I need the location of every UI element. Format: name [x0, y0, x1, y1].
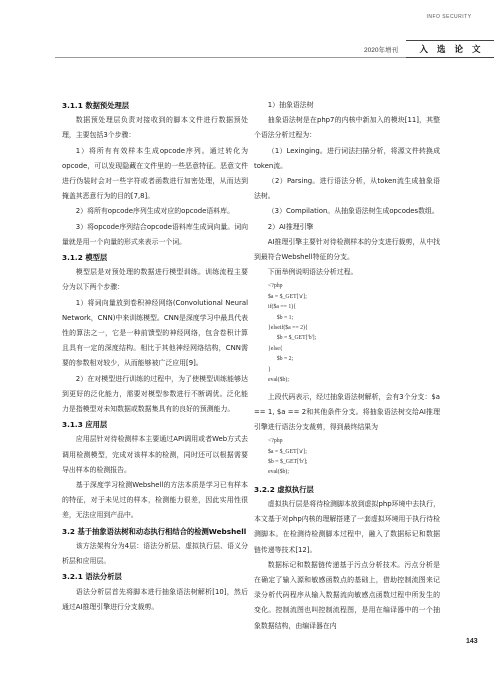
section-heading: 3.2.1 语法分析层 [62, 572, 122, 582]
header-brand: INFO SECURITY [426, 14, 472, 20]
header-section-box [406, 40, 494, 58]
code-line: $a = $_GET['a']; [268, 448, 307, 455]
section-heading: 3.2.2 虚拟执行层 [254, 484, 314, 494]
section-heading: 3.1.1 数据预处理层 [62, 101, 130, 110]
paragraph: 上段代码表示，经过抽象语法树解析，会有3个分支：$a == 1, $a == 2和其他条件分支。将抽象语法树交给AI推理引擎进行语法分支裁剪，得到最终结果为 [254, 392, 440, 431]
paragraph: 数据预处理层负责对接收到的脚本文件进行数据预处理，主要包括3个步骤： [62, 116, 248, 140]
code-line: }else{ [268, 345, 283, 352]
paragraph: （2）Parsing。进行语法分析，从token流生成抽象语法树。 [254, 177, 440, 201]
code-line: eval($b); [268, 469, 289, 476]
section-heading: 3.1.2 模型层 [62, 253, 108, 263]
code-line: $b = $_GET['b']; [268, 458, 308, 465]
code-block [254, 437, 440, 478]
paragraph: 1）抽象语法树 [267, 101, 314, 109]
paragraph: 虚拟执行层是将待检测脚本放到虚拟php环境中去执行，本文基于对php内核的理解搭建了一套虚拟环境用于执行待检测脚本。在检测待检测脚本过程中，融入了数据标记和数据链传递等技术[12]。 [254, 499, 440, 554]
right-column [254, 98, 440, 634]
code-line: if($a == 1){ [268, 304, 296, 311]
paragraph: 该方法架构分为4层：语法分析层、虚拟执行层、语义分析层和应用层。 [62, 541, 248, 566]
header-year-issue: 2020年增刊 [364, 47, 398, 54]
paragraph: 1）将词向量放到卷积神经网络(Convolutional Neural Network，CNN)中来训练模型。CNN是深度学习中最具代表性的算法之一，它是一种前馈型的神经网络，包含卷积计算且具有一定的深度结构。相比于其他神经网络结构，CNN需要的参数相对较少，从而能够被广泛应用[9]。 [62, 298, 248, 368]
code-block [254, 282, 440, 385]
paragraph: 2）AI推理引擎 [267, 222, 314, 231]
paragraph: （3）Compilation。从抽象语法树生成opcodes数组。 [267, 207, 439, 216]
code-line: $b = 1; [268, 314, 294, 321]
code-line: }elseif($a == 2){ [268, 325, 308, 332]
paragraph: 基于深度学习检测Webshell的方法本质是学习已有样本的特征，对于未见过的样本，检测能力很差，因此实用性很差，无法应用到产品中。 [62, 481, 248, 520]
section-heading: 3.2 基于抽象语法树和动态执行相结合的检测Webshell [62, 526, 247, 536]
code-line: eval($b); [268, 377, 289, 384]
paragraph: 2）在对模型进行训练的过程中，为了使模型训练能够达到更好的泛化能力，需要对模型参数进行不断调优。泛化能力是指模型对未知数据或数据集具有的良好的预测能力。 [62, 374, 248, 414]
code-line: <?php [268, 438, 283, 445]
paragraph: （1）Lexinging。进行词法扫描分析，将源文件转换成token流。 [254, 146, 440, 170]
paragraph: 数据标记和数据链传递基于污点分析技术。污点分析是在确定了输入源和敏感函数点的基础上，借助控制流图来记录分析代码程序从输入数据流向敏感点函数过程中所发生的变化。控制流图也叫控制流程图，是用在编译器中的一个抽象数据结构，由编译器在内 [254, 560, 440, 630]
paragraph: 1）将所有有效样本生成opcode序列。通过转化为opcode，可以发现隐藏在文件里的一些恶意特征。恶意文件进行伪装时会对一些字符或者函数进行加密处理，从而达到掩盖其恶意行为的目的[7,8]。 [62, 146, 248, 201]
code-line: $b = $_GET['b']; [268, 335, 317, 342]
section-heading: 3.1.3 应用层 [62, 420, 108, 430]
paragraph: 应用层针对待检测样本主要通过API调用或者Web方式去调用检测模型，完成对该样本的检测，同时还可以根据需要导出样本的检测报告。 [62, 435, 248, 474]
paragraph: 下面举例说明语法分析过程。 [267, 268, 358, 277]
paragraph: AI推理引擎主要针对待检测样本的分支进行裁剪，从中找到最符合Webshell特征的分支。 [254, 237, 440, 262]
paragraph: 2）将所有opcode序列生成对应的opcode语料库。 [75, 207, 234, 216]
left-column [62, 98, 248, 615]
page-number: 143 [466, 638, 478, 645]
header-rule [55, 57, 406, 58]
paragraph: 模型层是对预处理的数据进行模型训练。训练流程主要分为以下两个步骤： [62, 268, 248, 292]
code-line: } [268, 366, 271, 373]
paragraph: 抽象语法树是在php7的内核中新加入的模块[11]，其整个语法分析过程为： [254, 116, 440, 140]
header-section-label: 入选论文 [419, 45, 490, 55]
code-line: $a = $_GET['a']; [268, 293, 307, 300]
code-line: $b = 2; [268, 356, 294, 363]
code-line: <?php [268, 283, 283, 290]
paragraph: 语法分析层首先将脚本进行抽象语法树解析[10]，然后通过AI推理引擎进行分支裁剪。 [62, 587, 248, 611]
paragraph: 3）将opcode序列结合opcode语料库生成词向量。词向量就是用一个向量的形式来表示一个词。 [62, 222, 248, 246]
